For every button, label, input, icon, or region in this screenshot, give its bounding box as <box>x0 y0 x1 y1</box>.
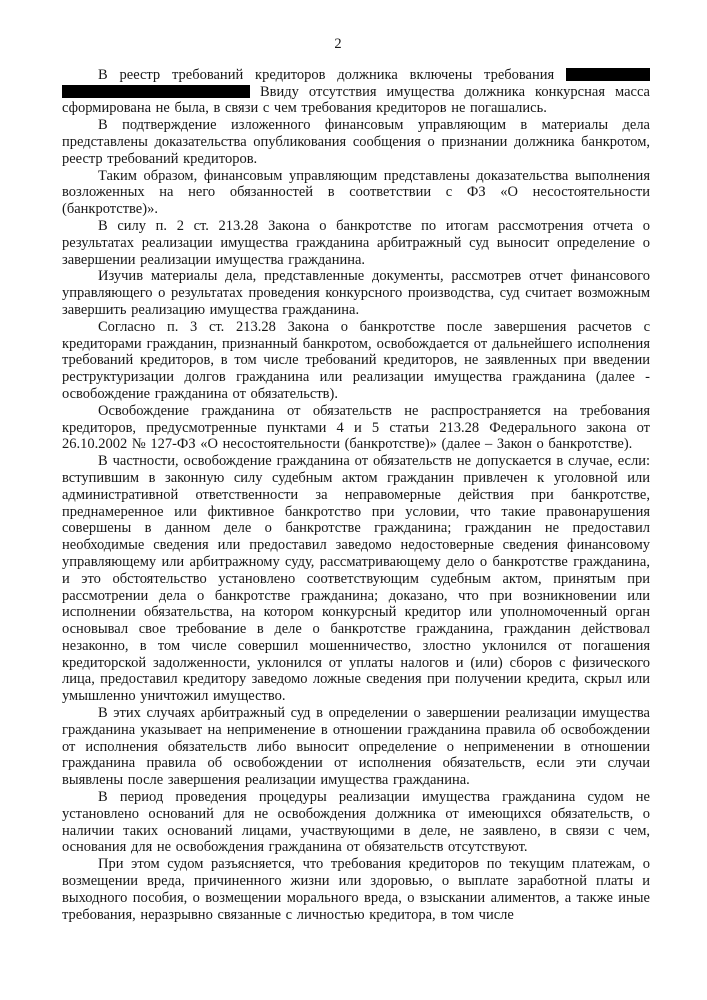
paragraph <box>62 453 650 705</box>
paragraph <box>62 67 650 117</box>
paragraph-text: Изучив материалы дела, представленные документы, рассмотрев отчет финансового управляющего о результатах проведения конкурсного производства, суд считает возможным завершить реализацию имущества гражданина. <box>62 268 650 318</box>
paragraph-text: В этих случаях арбитражный суд в определении о завершении реализации имущества гражданина указывает на неприменение в отношении гражданина правила об освобождении от исполнения обязательств либо выносит определение о неприменении в отношении гражданина правила об освобождении от исполнения обязательств, если эти случаи выявлены после завершения реализации имущества гражданина. <box>62 705 650 789</box>
paragraph-text: В период проведения процедуры реализации имущества гражданина судом не установлено оснований для не освобождения должника от имеющихся обязательств, о наличии таких оснований лицами, участвующими в деле, не заявлено, в связи с чем, основания для не освобождения гражданина от обязательств отсутствуют. <box>62 789 650 856</box>
paragraph-text: Согласно п. 3 ст. 213.28 Закона о банкротстве после завершения расчетов с кредиторами гражданин, признанный банкротом, освобождается от дальнейшего исполнения требований кредиторов, в том числе требований кредиторов, не заявленных при введении реструктуризации долгов гражданина или реализации имущества гражданина (далее - освобождение гражданина от обязательств). <box>62 318 650 402</box>
paragraph <box>62 319 650 403</box>
paragraph <box>62 705 650 789</box>
paragraph-text: В подтверждение изложенного финансовым управляющим в материалы дела представлены доказательства опубликования сообщения о признании должника банкротом, реестр требований кредиторов. <box>62 117 650 167</box>
paragraph-text: В реестр требований кредиторов должника включены требования <box>98 66 566 83</box>
paragraph <box>62 789 650 856</box>
paragraph <box>62 403 650 453</box>
paragraph <box>62 856 650 923</box>
paragraph <box>62 268 650 318</box>
paragraph <box>62 168 650 218</box>
paragraph-text: В частности, освобождение гражданина от обязательств не допускается в случае, если: вступившим в законную силу судебным актом гражданин привлечен к уголовной или административной ответственности за неправомерные действия при банкротстве, преднамеренное или фиктивное банкротство при условии, что такие правонарушения совершены в данном деле о банкротстве гражданина; гражданин не предоставил необходимые сведения или предоставил заведомо недостоверные сведения финансовому управляющему или арбитражному суду, рассматривающему дело о банкротстве гражданина, и это обстоятельство установлено соответствующим судебным актом, принятым при рассмотрении дела о банкротстве гражданина; доказано, что при возникновении или исполнении обязательства, на котором конкурсный кредитор или уполномоченный орган основывал свое требование в деле о банкротстве гражданина, гражданин действовал незаконно, в том числе совершил мошенничество, злостно уклонился от погашения кредиторской задолженности, уклонился от уплаты налогов и (или) сборов с физического лица, предоставил кредитору заведомо ложные сведения при получении кредита, скрыл или умышленно уничтожил имущество. <box>62 453 650 705</box>
redaction-bar <box>566 68 650 81</box>
paragraph <box>62 117 650 167</box>
paragraph <box>62 218 650 268</box>
page-number: 2 <box>334 36 342 52</box>
paragraph-text: Ввиду отсутствия имущества должника конкурсная масса сформирована не была, в связи с чем требования кредиторов не погашались. <box>62 83 650 117</box>
paragraph-text: Освобождение гражданина от обязательств не распространяется на требования кредиторов, предусмотренные пунктами 4 и 5 статьи 213.28 Федерального закона от 26.10.2002 № 127-ФЗ «О несостоятельности (банкротстве)» (далее – Закон о банкротстве). <box>62 402 650 453</box>
document-body <box>62 67 650 924</box>
paragraph-text: Таким образом, финансовым управляющим представлены доказательства выполнения возложенных на него обязанностей в соответствии с ФЗ «О несостоятельности (банкротстве)». <box>62 167 650 218</box>
redaction-bar <box>62 85 250 98</box>
paragraph-text: При этом судом разъясняется, что требования кредиторов по текущим платежам, о возмещении вреда, причиненного жизни или здоровью, о выплате заработной платы и выходного пособия, о возмещении морального вреда, о взыскании алиментов, а также иные требования, неразрывно связанные с личностью кредитора, в том числе <box>62 856 650 923</box>
paragraph-text: В силу п. 2 ст. 213.28 Закона о банкротстве по итогам рассмотрения отчета о результатах реализации имущества гражданина арбитражный суд выносит определение о завершении реализации имущества гражданина. <box>62 217 650 268</box>
